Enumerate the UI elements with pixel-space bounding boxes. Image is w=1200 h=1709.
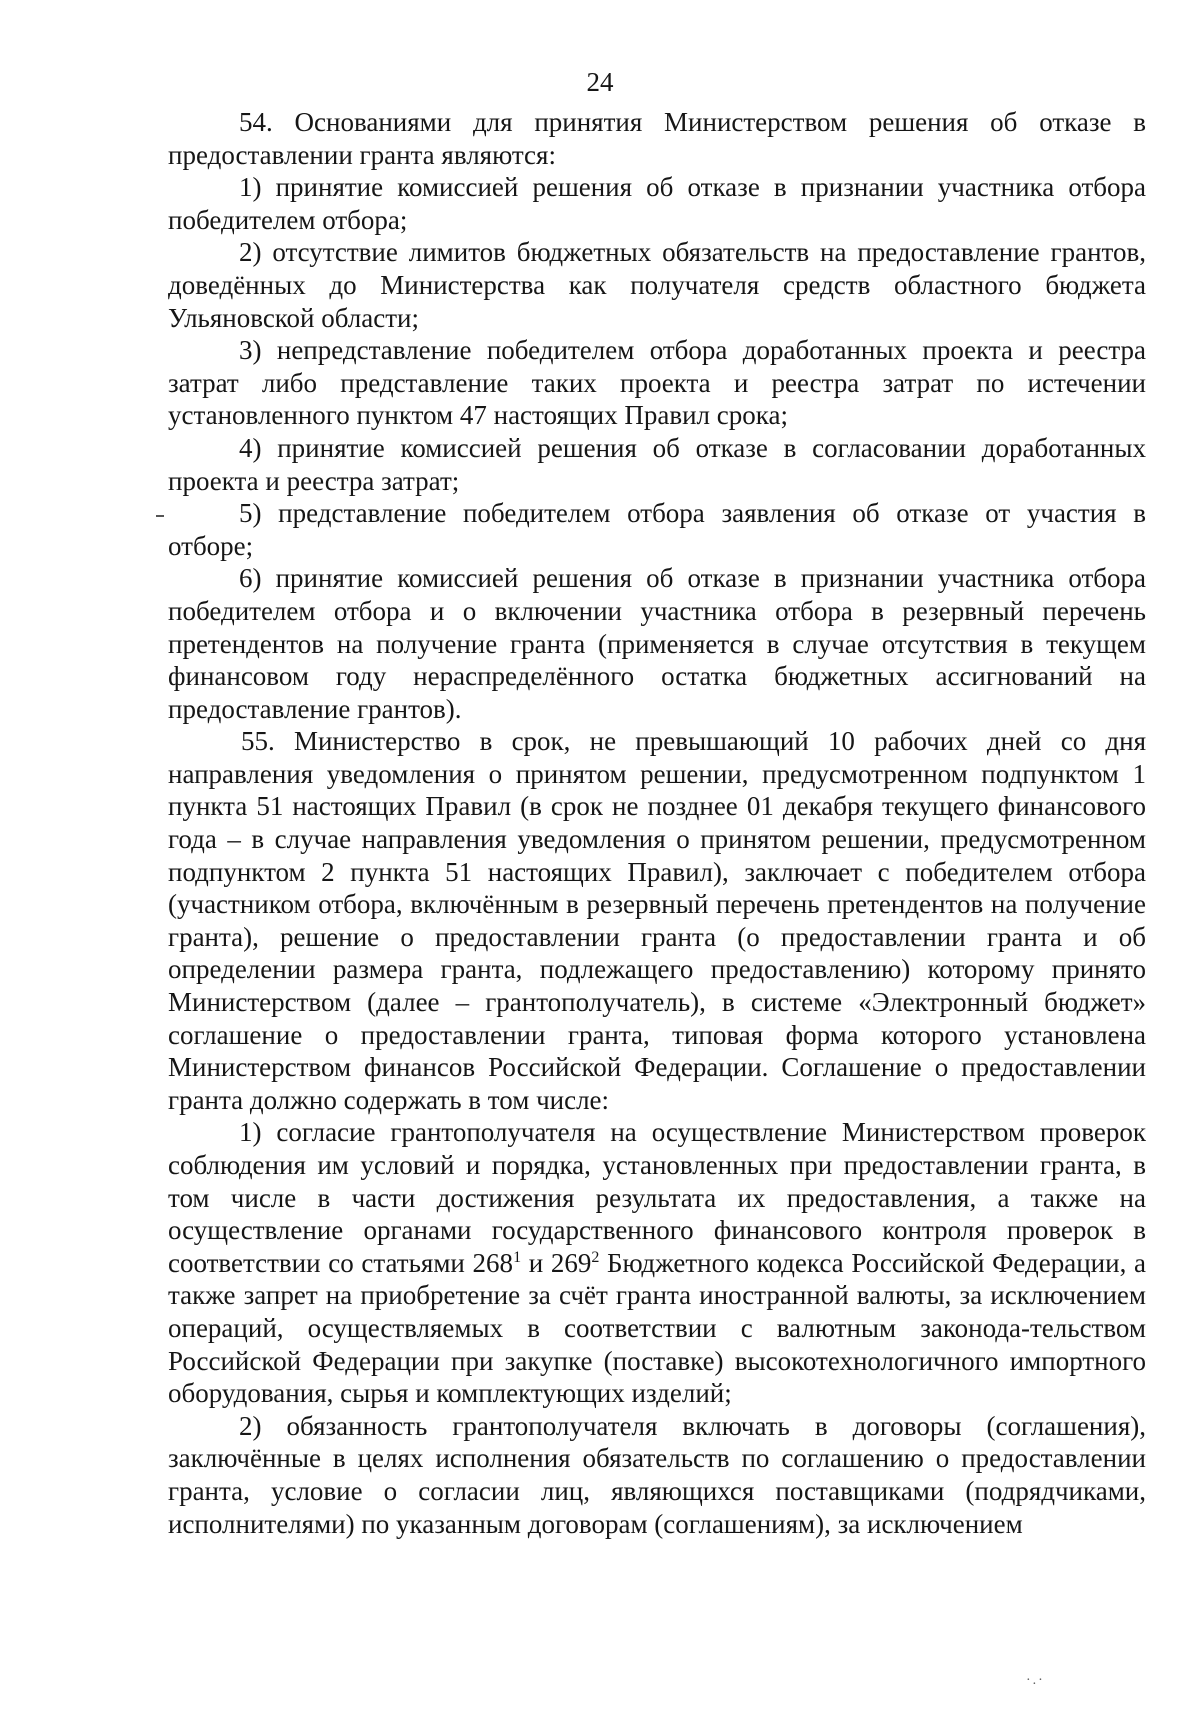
superscript-1: 1 [513, 1248, 522, 1266]
paragraph-55-item-1-text-a: 1) согласие грантополучателя на осуществление Министерством проверок соблюдения им условий и порядка, установленных при предоставлении гранта, в том числе в части достижения результата их предоставления, а также на осуществление органами государственного финансового контроля проверок в соответствии со статьями 268 [168, 1117, 1146, 1278]
paragraph-54-item-2: 2) отсутствие лимитов бюджетных обязательств на предоставление грантов, доведённых до Министерства как получателя средств областного бюджета Ульяновской области; [168, 237, 1146, 333]
page-number: 24 [586, 67, 614, 97]
paragraph-54-item-1: 1) принятие комиссией решения об отказе в признании участника отбора победителем отбора; [168, 172, 1146, 235]
scan-artifact-dash [156, 515, 164, 517]
paragraph-55-item-1-text-c: Бюджетного кодекса Российской Федерации, а также запрет на приобретение за счёт гранта иностранной валюты, за исключением операций, осуществляемых в соответствии с валютным законода-тельством Российской Федерации при закупке (поставке) высокотехнологичного импортного оборудования, сырья и комплектующих изделий; [168, 1247, 1146, 1409]
paragraph-54-item-4: 4) принятие комиссией решения об отказе в согласовании доработанных проекта и реестра затрат; [168, 432, 1146, 496]
paragraph-54: 54. Основаниями для принятия Министерством решения об отказе в предоставлении гранта являются: [168, 107, 1146, 170]
superscript-2: 2 [591, 1248, 600, 1266]
paragraph-55: 55. Министерство в срок, не превышающий 10 рабочих дней со дня направления уведомления о принятом решении, предусмотренном подпунктом 1 пункта 51 настоящих Правил (в срок не позднее 01 декабря текущего финансового года – в случае направления уведомления о принятом решении, предусмотренном подпунктом 2 пункта 51 настоящих Правил), заключает с победителем отбора (участником отбора, включённым в резервный перечень претендентов на получение гранта), решение о предоставлении гранта (о предоставлении гранта и об определении размера гранта, подлежащего предоставлению) которому принято Министерством (далее – грантополучатель), в системе «Электронный бюджет» соглашение о предоставлении гранта, типовая форма которого установлена Министерством финансов Российской Федерации. Соглашение о предоставлении гранта должно содержать в том числе: [168, 726, 1146, 1115]
paragraph-55-item-2: 2) обязанность грантополучателя включать в договоры (соглашения), заключённые в целях исполнения обязательств по соглашению о предоставлении гранта, условие о согласии лиц, являющихся поставщиками (подрядчиками, исполнителями) по указанным договорам (соглашениям), за исключением [168, 1410, 1146, 1539]
paragraph-54-item-3: 3) непредставление победителем отбора доработанных проекта и реестра затрат либо представление таких проекта и реестра затрат по истечении установленного пунктом 47 настоящих Правил срока; [168, 335, 1146, 431]
paragraph-55-item-1 [168, 1116, 1146, 1409]
paragraph-55-item-1-text-b: и 269 [521, 1247, 592, 1278]
scan-artifact-dots: ·.· [1026, 1673, 1045, 1688]
paragraph-54-item-5: 5) представление победителем отбора заявления об отказе от участия в отборе; [168, 498, 1146, 561]
paragraph-54-item-6: 6) принятие комиссией решения об отказе в признании участника отбора победителем отбора и о включении участника отбора в резервный перечень претендентов на получение гранта (применяется в случае отсутствия в текущем финансовом году нераспределённого остатка бюджетных ассигнований на предоставление грантов). [168, 563, 1146, 724]
document-text [168, 106, 1146, 1540]
